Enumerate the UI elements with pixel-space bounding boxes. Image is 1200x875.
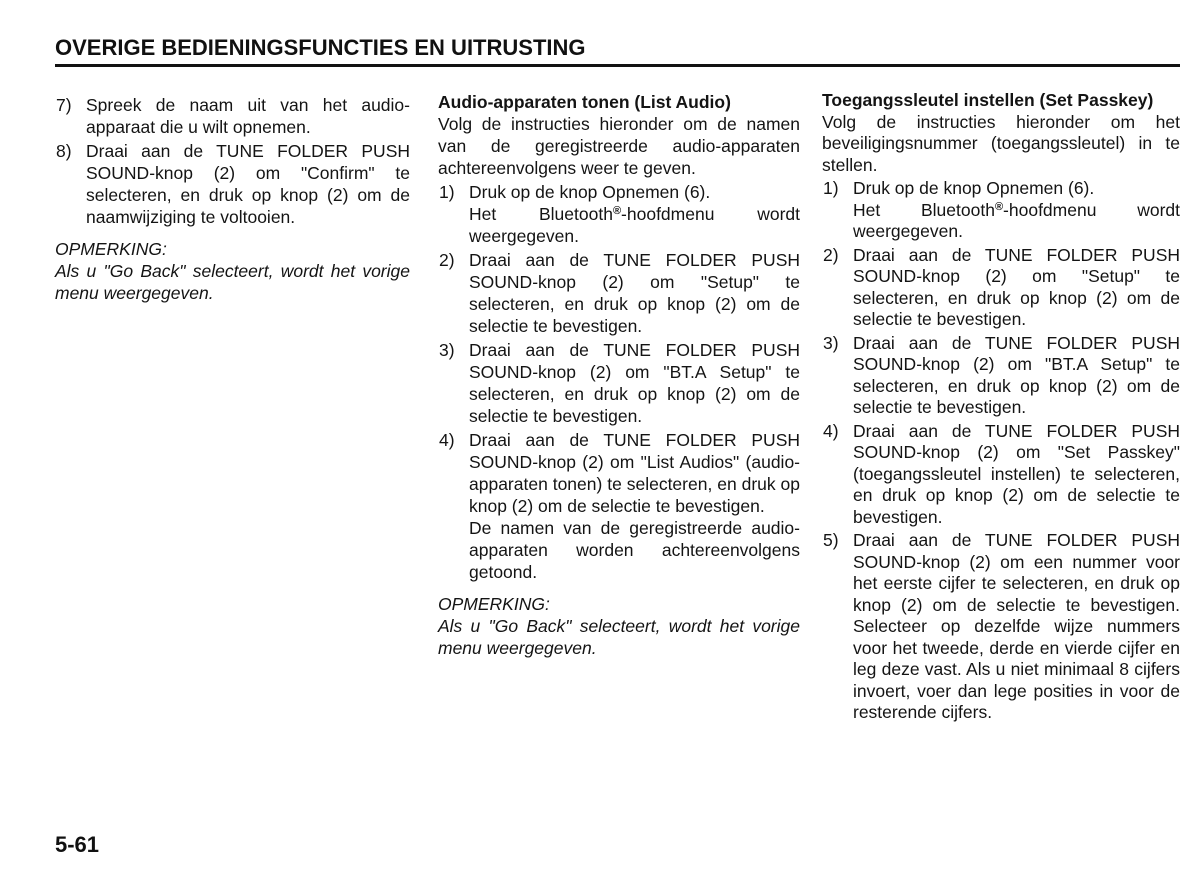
intro-text: Volg de instructies hieronder om het beveiligingsnummer (toegangssleutel) in te stellen. xyxy=(822,111,1180,175)
note-text: Als u "Go Back" selecteert, wordt het vorige menu weergegeven. xyxy=(438,616,800,658)
note-text: Als u "Go Back" selecteert, wordt het vorige menu weergegeven. xyxy=(55,261,410,303)
step-result-post: -hoofdmenu wordt weergegeven. xyxy=(853,199,1180,241)
step-number: 3) xyxy=(439,340,455,360)
step-number: 2) xyxy=(823,244,839,265)
step-item-2 xyxy=(438,249,800,337)
step-number: 5) xyxy=(823,530,839,550)
intro-text: Volg de instructies hieronder om de namen van de geregistreerde audio-apparaten achtereenvolgens weer te geven. xyxy=(438,114,800,178)
step-result-pre: Het Bluetooth xyxy=(469,204,613,224)
step-item-1 xyxy=(822,178,1180,243)
step-item-8 xyxy=(55,140,410,228)
step-result-post: -hoofdmenu wordt weergegeven. xyxy=(469,204,800,246)
note-label: OPMERKING: xyxy=(55,239,167,259)
step-item-7 xyxy=(55,94,410,138)
step-result-text xyxy=(469,203,800,247)
section-heading-list-audio: Audio-apparaten tonen (List Audio) xyxy=(438,92,731,112)
step-text: Draai aan de TUNE FOLDER PUSH SOUND-knop (2) om "Setup" te selecteren, en druk op knop (2) om de selectie te bevestigen. xyxy=(853,244,1180,329)
step-text: Druk op de knop Opnemen (6). xyxy=(853,178,1095,198)
step-number: 8) xyxy=(56,141,72,161)
step-list xyxy=(55,94,410,228)
step-result-pre: Het Bluetooth xyxy=(853,199,995,220)
step-result-text xyxy=(853,200,1180,243)
step-item-4 xyxy=(438,429,800,583)
step-text: Draai aan de TUNE FOLDER PUSH SOUND-knop (2) om "BT.A Setup" te selecteren, en druk op knop (2) om de selectie te bevestigen. xyxy=(469,340,800,426)
step-text: Draai aan de TUNE FOLDER PUSH SOUND-knop (2) om "Setup" te selecteren, en druk op knop (2) om de selectie te bevestigen. xyxy=(469,250,800,336)
step-item-4 xyxy=(822,421,1180,529)
column-right xyxy=(822,90,1180,724)
section-header xyxy=(55,35,1180,67)
registered-mark: ® xyxy=(612,205,622,217)
section-title: OVERIGE BEDIENINGSFUNCTIES EN UITRUSTING xyxy=(55,35,586,60)
note-block xyxy=(438,593,800,659)
step-text: Spreek de naam uit van het audio-apparaat die u wilt opnemen. xyxy=(86,95,410,137)
step-item-3 xyxy=(438,339,800,427)
registered-mark: ® xyxy=(994,200,1004,213)
step-list xyxy=(438,181,800,583)
section-heading-set-passkey: Toegangssleutel instellen (Set Passkey) xyxy=(822,90,1154,110)
step-number: 7) xyxy=(56,95,72,115)
step-number: 2) xyxy=(439,250,455,270)
step-text: Draai aan de TUNE FOLDER PUSH SOUND-knop (2) om "List Audios" (audio-apparaten tonen) te selecteren, en druk op knop (2) om de selectie te bevestigen. xyxy=(469,430,800,516)
step-item-3 xyxy=(822,333,1180,419)
step-number: 1) xyxy=(823,178,839,198)
step-item-2 xyxy=(822,245,1180,331)
step-text: Draai aan de TUNE FOLDER PUSH SOUND-knop (2) om "Set Passkey" (toegangssleutel instellen) te selecteren, en druk op knop (2) om de selectie te bevestigen. xyxy=(853,420,1180,527)
note-label: OPMERKING: xyxy=(438,594,550,614)
column-left xyxy=(55,92,410,304)
step-text: Draai aan de TUNE FOLDER PUSH SOUND-knop (2) om "Confirm" te selecteren, en druk op knop (2) om de naamwijziging te voltooien. xyxy=(86,141,410,227)
step-number: 4) xyxy=(439,430,455,450)
step-item-1 xyxy=(438,181,800,247)
step-number: 1) xyxy=(439,182,455,202)
step-text: Druk op de knop Opnemen (6). xyxy=(469,182,711,202)
page-number: 5-61 xyxy=(55,832,100,857)
step-list xyxy=(822,178,1180,724)
step-text: Draai aan de TUNE FOLDER PUSH SOUND-knop (2) om een nummer voor het eerste cijfer te selecteren, en druk op knop (2) om de selectie te bevestigen. Selecteer op dezelfde wijze nummers voor het tweede, derde en vierde cijfer en leg deze vast. Als u niet minimaal 8 cijfers invoert, voer dan lege posities in voor de resterende cijfers. xyxy=(853,530,1180,722)
column-middle xyxy=(438,91,800,659)
step-text: Draai aan de TUNE FOLDER PUSH SOUND-knop (2) om "BT.A Setup" te selecteren, en druk op knop (2) om de selectie te bevestigen. xyxy=(853,332,1180,417)
step-number: 3) xyxy=(823,332,839,353)
note-block xyxy=(55,238,410,304)
step-number: 4) xyxy=(823,420,839,441)
step-result-text: De namen van de geregistreerde audio-apparaten worden achtereenvolgens getoond. xyxy=(469,518,800,582)
step-item-5 xyxy=(822,530,1180,724)
